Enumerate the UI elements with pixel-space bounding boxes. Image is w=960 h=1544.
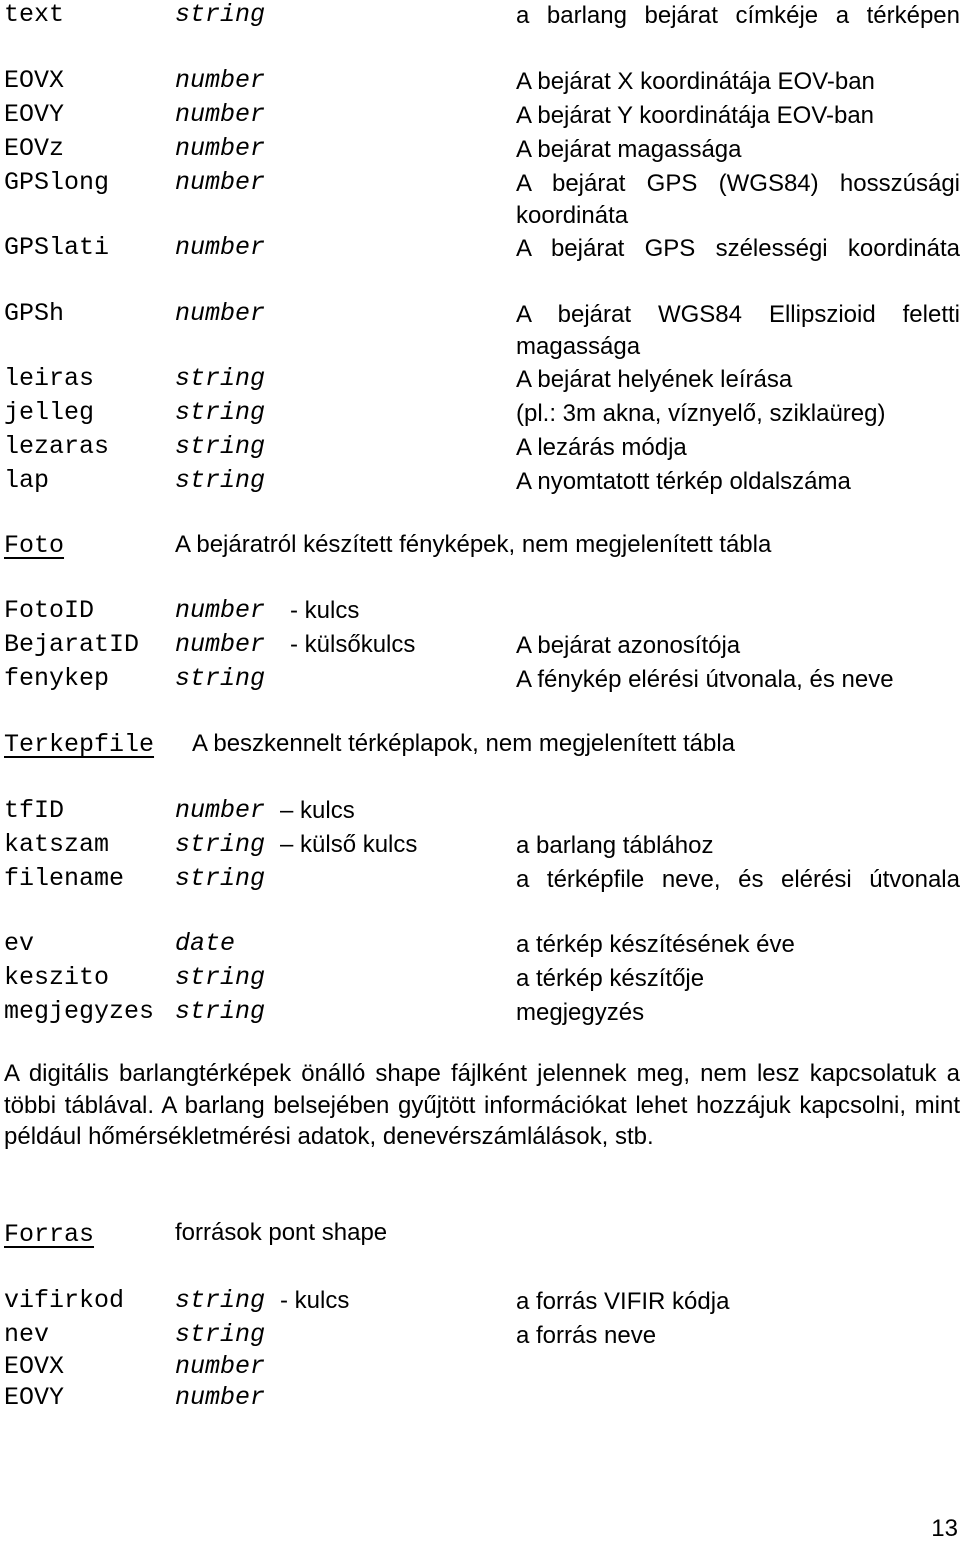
field-description: A bejárat helyének leírása xyxy=(516,366,793,393)
field-row-text xyxy=(0,0,960,34)
field-type: string xyxy=(175,398,266,427)
section-description-terkepfile: A beszkennelt térképlapok, nem megjelenített tábla xyxy=(192,730,735,757)
field-description: A bejárat WGS84 Ellipszioid feletti magassága xyxy=(516,301,960,360)
section-description-forras: források pont shape xyxy=(175,1219,388,1246)
field-type: string xyxy=(175,963,266,992)
field-name: lap xyxy=(4,466,50,495)
field-name: EOVY xyxy=(4,100,65,129)
field-description: megjegyzés xyxy=(516,999,645,1026)
field-row-leiras xyxy=(0,364,960,398)
field-type: string xyxy=(175,664,266,693)
field-row-gpslati xyxy=(0,233,960,267)
field-description: A bejárat GPS szélességi koordináta xyxy=(516,235,960,262)
field-name: EOVX xyxy=(4,1352,65,1381)
field-type: number xyxy=(175,66,266,95)
field-type: string xyxy=(175,466,266,495)
field-description: A bejárat GPS (WGS84) hosszúsági koordináta xyxy=(516,170,960,229)
field-name: GPSlati xyxy=(4,233,110,262)
field-row-jelleg xyxy=(0,398,960,432)
field-type: string xyxy=(175,432,266,461)
field-name: text xyxy=(4,0,65,29)
field-description: (pl.: 3m akna, víznyelő, sziklaüreg) xyxy=(516,400,886,427)
field-type: number xyxy=(175,796,266,825)
field-name: lezaras xyxy=(4,432,110,461)
field-name: keszito xyxy=(4,963,110,992)
body-paragraph: A digitális barlangtérképek önálló shape fájlként jelennek meg, nem lesz kapcsolatuk a többi táblával. A barlang belsejében gyűjtött információkat lehet hozzájuk kapcsolni, mint például hőmérsékletmérési adatok, denevérszámlálások, stb. xyxy=(4,1060,960,1150)
field-description: A bejárat magassága xyxy=(516,136,742,163)
field-name: EOVY xyxy=(4,1383,65,1412)
field-type: number xyxy=(175,100,266,129)
field-row-tfid xyxy=(0,796,960,830)
field-description: A fénykép elérési útvonala, és neve xyxy=(516,666,894,693)
field-row-eovy-forras xyxy=(0,1383,960,1417)
section-title-forras: Forras xyxy=(4,1220,95,1249)
field-name: EOVz xyxy=(4,134,65,163)
field-type: number xyxy=(175,630,266,659)
field-name: BejaratID xyxy=(4,630,140,659)
field-description: A bejárat Y koordinátája EOV-ban xyxy=(516,102,875,129)
field-row-fenykep xyxy=(0,664,960,698)
field-name: vifirkod xyxy=(4,1286,125,1315)
field-type: string xyxy=(175,1286,266,1315)
field-row-eovz xyxy=(0,134,960,168)
section-title-foto: Foto xyxy=(4,531,65,560)
field-name: katszam xyxy=(4,830,110,859)
field-description: a térkép készítésének éve xyxy=(516,931,795,958)
field-row-nev xyxy=(0,1320,960,1354)
field-type: string xyxy=(175,997,266,1026)
field-row-gpslong xyxy=(0,168,960,229)
field-type: number xyxy=(175,233,266,262)
field-type: number xyxy=(175,596,266,625)
page-number: 13 xyxy=(931,1515,958,1542)
field-type: string xyxy=(175,864,266,893)
field-name: GPSlong xyxy=(4,168,110,197)
field-name: filename xyxy=(4,864,125,893)
field-name: nev xyxy=(4,1320,50,1349)
field-description: a barlang bejárat címkéje a térképen xyxy=(516,2,960,29)
field-type: number xyxy=(175,134,266,163)
field-description: A bejárat azonosítója xyxy=(516,632,741,659)
field-row-keszito xyxy=(0,963,960,997)
field-type: number xyxy=(175,1352,266,1381)
field-type: date xyxy=(175,929,236,958)
field-name: fenykep xyxy=(4,664,110,693)
field-name: megjegyzes xyxy=(4,997,155,1026)
field-row-eovx xyxy=(0,66,960,100)
field-name: leiras xyxy=(4,364,95,393)
key-note: - külsőkulcs xyxy=(290,631,416,658)
section-description-foto: A bejáratról készített fényképek, nem megjelenített tábla xyxy=(175,531,772,558)
field-name: ev xyxy=(4,929,35,958)
field-type: string xyxy=(175,830,266,859)
field-description: a forrás VIFIR kódja xyxy=(516,1288,730,1315)
field-name: jelleg xyxy=(4,398,95,427)
field-description: A lezárás módja xyxy=(516,434,687,461)
field-name: FotoID xyxy=(4,596,95,625)
key-note: – kulcs xyxy=(280,797,355,824)
field-row-gpsh xyxy=(0,299,960,360)
field-type: number xyxy=(175,1383,266,1412)
key-note: - kulcs xyxy=(290,597,360,624)
field-name: tfID xyxy=(4,796,65,825)
field-row-lezaras xyxy=(0,432,960,466)
field-row-filename xyxy=(0,864,960,898)
field-row-bejaratid xyxy=(0,630,960,664)
field-type: string xyxy=(175,364,266,393)
field-name: GPSh xyxy=(4,299,65,328)
field-type: number xyxy=(175,168,266,197)
field-row-vifirkod xyxy=(0,1286,960,1320)
section-title-terkepfile: Terkepfile xyxy=(4,730,155,759)
field-description: a térképfile neve, és elérési útvonala xyxy=(516,866,960,893)
field-description: a forrás neve xyxy=(516,1322,657,1349)
field-row-megjegyzes xyxy=(0,997,960,1031)
key-note: – külső kulcs xyxy=(280,831,418,858)
field-type: string xyxy=(175,1320,266,1349)
field-row-lap xyxy=(0,466,960,500)
field-row-eovx-forras xyxy=(0,1352,960,1386)
field-name: EOVX xyxy=(4,66,65,95)
field-description: A bejárat X koordinátája EOV-ban xyxy=(516,68,875,95)
field-description: A nyomtatott térkép oldalszáma xyxy=(516,468,851,495)
field-type: string xyxy=(175,0,266,29)
field-row-fotoid xyxy=(0,596,960,630)
field-description: a barlang táblához xyxy=(516,832,714,859)
field-row-katszam xyxy=(0,830,960,864)
key-note: - kulcs xyxy=(280,1287,350,1314)
field-description: a térkép készítője xyxy=(516,965,705,992)
field-row-eovy xyxy=(0,100,960,134)
field-type: number xyxy=(175,299,266,328)
field-row-ev xyxy=(0,929,960,963)
